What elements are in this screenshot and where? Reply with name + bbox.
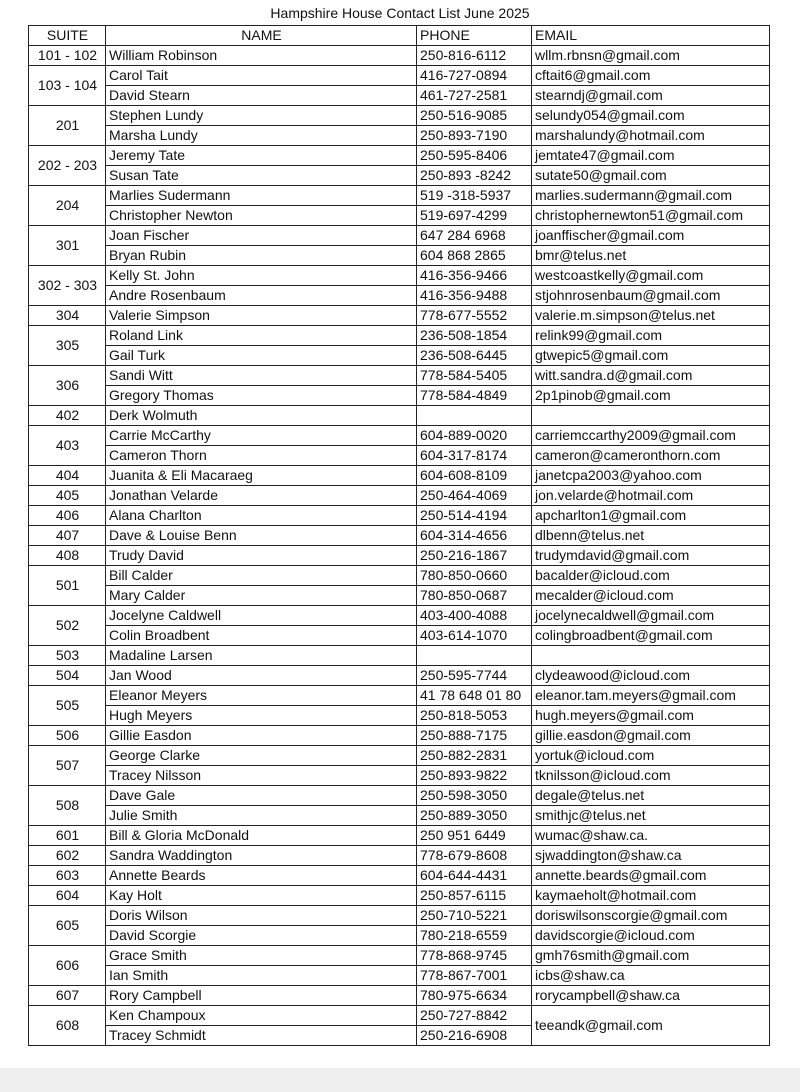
phone-number <box>417 406 532 426</box>
email-address: gtwepic5@gmail.com <box>532 346 770 366</box>
suite-number: 204 <box>29 186 106 226</box>
table-row <box>29 366 770 386</box>
resident-name: Derk Wolmuth <box>106 406 417 426</box>
resident-name: David Scorgie <box>106 926 417 946</box>
suite-number: 501 <box>29 566 106 606</box>
header-phone: PHONE <box>417 26 532 46</box>
resident-name: Sandi Witt <box>106 366 417 386</box>
phone-number: 403-614-1070 <box>417 626 532 646</box>
table-row <box>29 806 770 826</box>
resident-name: Christopher Newton <box>106 206 417 226</box>
table-row <box>29 486 770 506</box>
table-row <box>29 246 770 266</box>
suite-number: 601 <box>29 826 106 846</box>
phone-number: 416-727-0894 <box>417 66 532 86</box>
table-row <box>29 606 770 626</box>
table-row <box>29 86 770 106</box>
suite-number: 602 <box>29 846 106 866</box>
table-row <box>29 706 770 726</box>
resident-name: Ian Smith <box>106 966 417 986</box>
resident-name: Bill & Gloria McDonald <box>106 826 417 846</box>
suite-number: 504 <box>29 666 106 686</box>
phone-number: 461-727-2581 <box>417 86 532 106</box>
table-row <box>29 146 770 166</box>
phone-number: 604-889-0020 <box>417 426 532 446</box>
phone-number: 780-218-6559 <box>417 926 532 946</box>
suite-number: 605 <box>29 906 106 946</box>
phone-number: 250-889-3050 <box>417 806 532 826</box>
phone-number: 780-975-6634 <box>417 986 532 1006</box>
phone-number: 250-516-9085 <box>417 106 532 126</box>
table-row <box>29 1006 770 1026</box>
phone-number: 250-514-4194 <box>417 506 532 526</box>
table-row <box>29 966 770 986</box>
suite-number: 306 <box>29 366 106 406</box>
email-address: sutate50@gmail.com <box>532 166 770 186</box>
resident-name: Eleanor Meyers <box>106 686 417 706</box>
email-address: clydeawood@icloud.com <box>532 666 770 686</box>
table-row <box>29 446 770 466</box>
email-address: jon.velarde@hotmail.com <box>532 486 770 506</box>
suite-number: 202 - 203 <box>29 146 106 186</box>
phone-number: 416-356-9466 <box>417 266 532 286</box>
email-address: janetcpa2003@yahoo.com <box>532 466 770 486</box>
table-row <box>29 986 770 1006</box>
phone-number: 604-644-4431 <box>417 866 532 886</box>
suite-number: 201 <box>29 106 106 146</box>
phone-number: 250-857-6115 <box>417 886 532 906</box>
email-address: kaymaeholt@hotmail.com <box>532 886 770 906</box>
table-row <box>29 206 770 226</box>
suite-number: 503 <box>29 646 106 666</box>
email-address: stjohnrosenbaum@gmail.com <box>532 286 770 306</box>
email-address: mecalder@icloud.com <box>532 586 770 606</box>
suite-number: 607 <box>29 986 106 1006</box>
resident-name: Colin Broadbent <box>106 626 417 646</box>
phone-number: 250-710-5221 <box>417 906 532 926</box>
email-address: apcharlton1@gmail.com <box>532 506 770 526</box>
suite-number: 408 <box>29 546 106 566</box>
table-row <box>29 66 770 86</box>
resident-name: Mary Calder <box>106 586 417 606</box>
email-address: valerie.m.simpson@telus.net <box>532 306 770 326</box>
table-row <box>29 686 770 706</box>
email-address: carriemccarthy2009@gmail.com <box>532 426 770 446</box>
table-row <box>29 386 770 406</box>
resident-name: Tracey Nilsson <box>106 766 417 786</box>
resident-name: Gail Turk <box>106 346 417 366</box>
table-row <box>29 226 770 246</box>
resident-name: Carol Tait <box>106 66 417 86</box>
email-address <box>532 646 770 666</box>
phone-number: 250 951 6449 <box>417 826 532 846</box>
phone-number: 250-727-8842 <box>417 1006 532 1026</box>
suite-number: 603 <box>29 866 106 886</box>
phone-number: 41 78 648 01 80 <box>417 686 532 706</box>
email-address: gillie.easdon@gmail.com <box>532 726 770 746</box>
resident-name: Marlies Sudermann <box>106 186 417 206</box>
suite-number: 301 <box>29 226 106 266</box>
table-row <box>29 286 770 306</box>
email-address: marshalundy@hotmail.com <box>532 126 770 146</box>
phone-number: 236-508-6445 <box>417 346 532 366</box>
phone-number: 604-317-8174 <box>417 446 532 466</box>
resident-name: Jan Wood <box>106 666 417 686</box>
resident-name: Hugh Meyers <box>106 706 417 726</box>
suite-number: 403 <box>29 426 106 466</box>
email-address: smithjc@telus.net <box>532 806 770 826</box>
suite-number: 304 <box>29 306 106 326</box>
table-row <box>29 766 770 786</box>
email-address: stearndj@gmail.com <box>532 86 770 106</box>
phone-number: 250-816-6112 <box>417 46 532 66</box>
email-address: wumac@shaw.ca. <box>532 826 770 846</box>
table-row <box>29 906 770 926</box>
table-row <box>29 646 770 666</box>
table-row <box>29 126 770 146</box>
suite-number: 606 <box>29 946 106 986</box>
email-address: relink99@gmail.com <box>532 326 770 346</box>
email-address: dlbenn@telus.net <box>532 526 770 546</box>
table-row <box>29 326 770 346</box>
contact-table <box>28 25 770 1046</box>
phone-number <box>417 646 532 666</box>
email-address: witt.sandra.d@gmail.com <box>532 366 770 386</box>
resident-name: Gillie Easdon <box>106 726 417 746</box>
table-row <box>29 946 770 966</box>
table-row <box>29 866 770 886</box>
suite-number: 407 <box>29 526 106 546</box>
email-address: bacalder@icloud.com <box>532 566 770 586</box>
header-suite: SUITE <box>29 26 106 46</box>
table-row <box>29 666 770 686</box>
table-row <box>29 786 770 806</box>
table-row <box>29 566 770 586</box>
header-email: EMAIL <box>532 26 770 46</box>
resident-name: Alana Charlton <box>106 506 417 526</box>
phone-number: 416-356-9488 <box>417 286 532 306</box>
resident-name: William Robinson <box>106 46 417 66</box>
email-address: jocelynecaldwell@gmail.com <box>532 606 770 626</box>
table-row <box>29 826 770 846</box>
email-address: joanffischer@gmail.com <box>532 226 770 246</box>
email-address: westcoastkelly@gmail.com <box>532 266 770 286</box>
phone-number: 236-508-1854 <box>417 326 532 346</box>
email-address: cameron@cameronthorn.com <box>532 446 770 466</box>
table-row <box>29 46 770 66</box>
suite-number: 302 - 303 <box>29 266 106 306</box>
resident-name: Trudy David <box>106 546 417 566</box>
resident-name: Roland Link <box>106 326 417 346</box>
phone-number: 780-850-0660 <box>417 566 532 586</box>
table-row <box>29 406 770 426</box>
page-bottom-margin <box>0 1068 800 1092</box>
email-address: cftait6@gmail.com <box>532 66 770 86</box>
phone-number: 250-464-4069 <box>417 486 532 506</box>
phone-number: 250-595-8406 <box>417 146 532 166</box>
table-row <box>29 106 770 126</box>
phone-number: 519 -318-5937 <box>417 186 532 206</box>
suite-number: 404 <box>29 466 106 486</box>
contact-table-body <box>29 46 770 1046</box>
resident-name: Rory Campbell <box>106 986 417 1006</box>
suite-number: 604 <box>29 886 106 906</box>
email-address: davidscorgie@icloud.com <box>532 926 770 946</box>
email-address: christophernewton51@gmail.com <box>532 206 770 226</box>
resident-name: Jonathan Velarde <box>106 486 417 506</box>
resident-name: Joan Fischer <box>106 226 417 246</box>
table-row <box>29 426 770 446</box>
email-address: marlies.sudermann@gmail.com <box>532 186 770 206</box>
table-row <box>29 886 770 906</box>
email-address: sjwaddington@shaw.ca <box>532 846 770 866</box>
table-row <box>29 346 770 366</box>
phone-number: 250-893-9822 <box>417 766 532 786</box>
suite-number: 507 <box>29 746 106 786</box>
email-address: jemtate47@gmail.com <box>532 146 770 166</box>
phone-number: 250-888-7175 <box>417 726 532 746</box>
suite-number: 103 - 104 <box>29 66 106 106</box>
table-row <box>29 546 770 566</box>
email-address: degale@telus.net <box>532 786 770 806</box>
resident-name: George Clarke <box>106 746 417 766</box>
phone-number: 604-314-4656 <box>417 526 532 546</box>
suite-number: 101 - 102 <box>29 46 106 66</box>
resident-name: Bryan Rubin <box>106 246 417 266</box>
resident-name: Kelly St. John <box>106 266 417 286</box>
phone-number: 780-850-0687 <box>417 586 532 606</box>
email-address: annette.beards@gmail.com <box>532 866 770 886</box>
table-row <box>29 746 770 766</box>
resident-name: Dave Gale <box>106 786 417 806</box>
table-row <box>29 186 770 206</box>
phone-number: 250-818-5053 <box>417 706 532 726</box>
email-address: gmh76smith@gmail.com <box>532 946 770 966</box>
email-address: icbs@shaw.ca <box>532 966 770 986</box>
suite-number: 505 <box>29 686 106 726</box>
email-address: teeandk@gmail.com <box>532 1006 770 1046</box>
table-row <box>29 466 770 486</box>
suite-number: 608 <box>29 1006 106 1046</box>
resident-name: Marsha Lundy <box>106 126 417 146</box>
phone-number: 250-882-2831 <box>417 746 532 766</box>
resident-name: Dave & Louise Benn <box>106 526 417 546</box>
resident-name: Annette Beards <box>106 866 417 886</box>
resident-name: Gregory Thomas <box>106 386 417 406</box>
phone-number: 250-216-6908 <box>417 1026 532 1046</box>
table-row <box>29 586 770 606</box>
phone-number: 778-867-7001 <box>417 966 532 986</box>
document-title: Hampshire House Contact List June 2025 <box>270 5 530 21</box>
phone-number: 778-868-9745 <box>417 946 532 966</box>
resident-name: Kay Holt <box>106 886 417 906</box>
phone-number: 250-598-3050 <box>417 786 532 806</box>
email-address: doriswilsonscorgie@gmail.com <box>532 906 770 926</box>
header-row <box>29 26 770 46</box>
resident-name: Bill Calder <box>106 566 417 586</box>
resident-name: Grace Smith <box>106 946 417 966</box>
resident-name: Julie Smith <box>106 806 417 826</box>
table-row <box>29 526 770 546</box>
resident-name: Valerie Simpson <box>106 306 417 326</box>
table-row <box>29 506 770 526</box>
email-address: yortuk@icloud.com <box>532 746 770 766</box>
suite-number: 506 <box>29 726 106 746</box>
email-address: tknilsson@icloud.com <box>532 766 770 786</box>
phone-number: 778-679-8608 <box>417 846 532 866</box>
phone-number: 519-697-4299 <box>417 206 532 226</box>
resident-name: Sandra Waddington <box>106 846 417 866</box>
email-address <box>532 406 770 426</box>
table-row <box>29 726 770 746</box>
suite-number: 402 <box>29 406 106 426</box>
resident-name: Jeremy Tate <box>106 146 417 166</box>
suite-number: 406 <box>29 506 106 526</box>
suite-number: 508 <box>29 786 106 826</box>
table-row <box>29 626 770 646</box>
table-row <box>29 266 770 286</box>
email-address: trudymdavid@gmail.com <box>532 546 770 566</box>
resident-name: Andre Rosenbaum <box>106 286 417 306</box>
suite-number: 502 <box>29 606 106 646</box>
email-address: rorycampbell@shaw.ca <box>532 986 770 1006</box>
resident-name: Jocelyne Caldwell <box>106 606 417 626</box>
phone-number: 647 284 6968 <box>417 226 532 246</box>
phone-number: 604 868 2865 <box>417 246 532 266</box>
phone-number: 403-400-4088 <box>417 606 532 626</box>
email-address: wllm.rbnsn@gmail.com <box>532 46 770 66</box>
resident-name: Carrie McCarthy <box>106 426 417 446</box>
phone-number: 778-584-4849 <box>417 386 532 406</box>
email-address: colingbroadbent@gmail.com <box>532 626 770 646</box>
email-address: bmr@telus.net <box>532 246 770 266</box>
resident-name: Susan Tate <box>106 166 417 186</box>
phone-number: 778-677-5552 <box>417 306 532 326</box>
resident-name: Cameron Thorn <box>106 446 417 466</box>
resident-name: Ken Champoux <box>106 1006 417 1026</box>
header-name: NAME <box>106 26 417 46</box>
suite-number: 305 <box>29 326 106 366</box>
resident-name: Madaline Larsen <box>106 646 417 666</box>
table-row <box>29 926 770 946</box>
email-address: 2p1pinob@gmail.com <box>532 386 770 406</box>
email-address: eleanor.tam.meyers@gmail.com <box>532 686 770 706</box>
resident-name: Juanita & Eli Macaraeg <box>106 466 417 486</box>
email-address: selundy054@gmail.com <box>532 106 770 126</box>
resident-name: Doris Wilson <box>106 906 417 926</box>
phone-number: 250-216-1867 <box>417 546 532 566</box>
suite-number: 405 <box>29 486 106 506</box>
phone-number: 250-893 -8242 <box>417 166 532 186</box>
resident-name: Stephen Lundy <box>106 106 417 126</box>
phone-number: 778-584-5405 <box>417 366 532 386</box>
email-address: hugh.meyers@gmail.com <box>532 706 770 726</box>
table-row <box>29 846 770 866</box>
resident-name: Tracey Schmidt <box>106 1026 417 1046</box>
phone-number: 250-893-7190 <box>417 126 532 146</box>
table-row <box>29 166 770 186</box>
phone-number: 604-608-8109 <box>417 466 532 486</box>
resident-name: David Stearn <box>106 86 417 106</box>
table-row <box>29 306 770 326</box>
phone-number: 250-595-7744 <box>417 666 532 686</box>
